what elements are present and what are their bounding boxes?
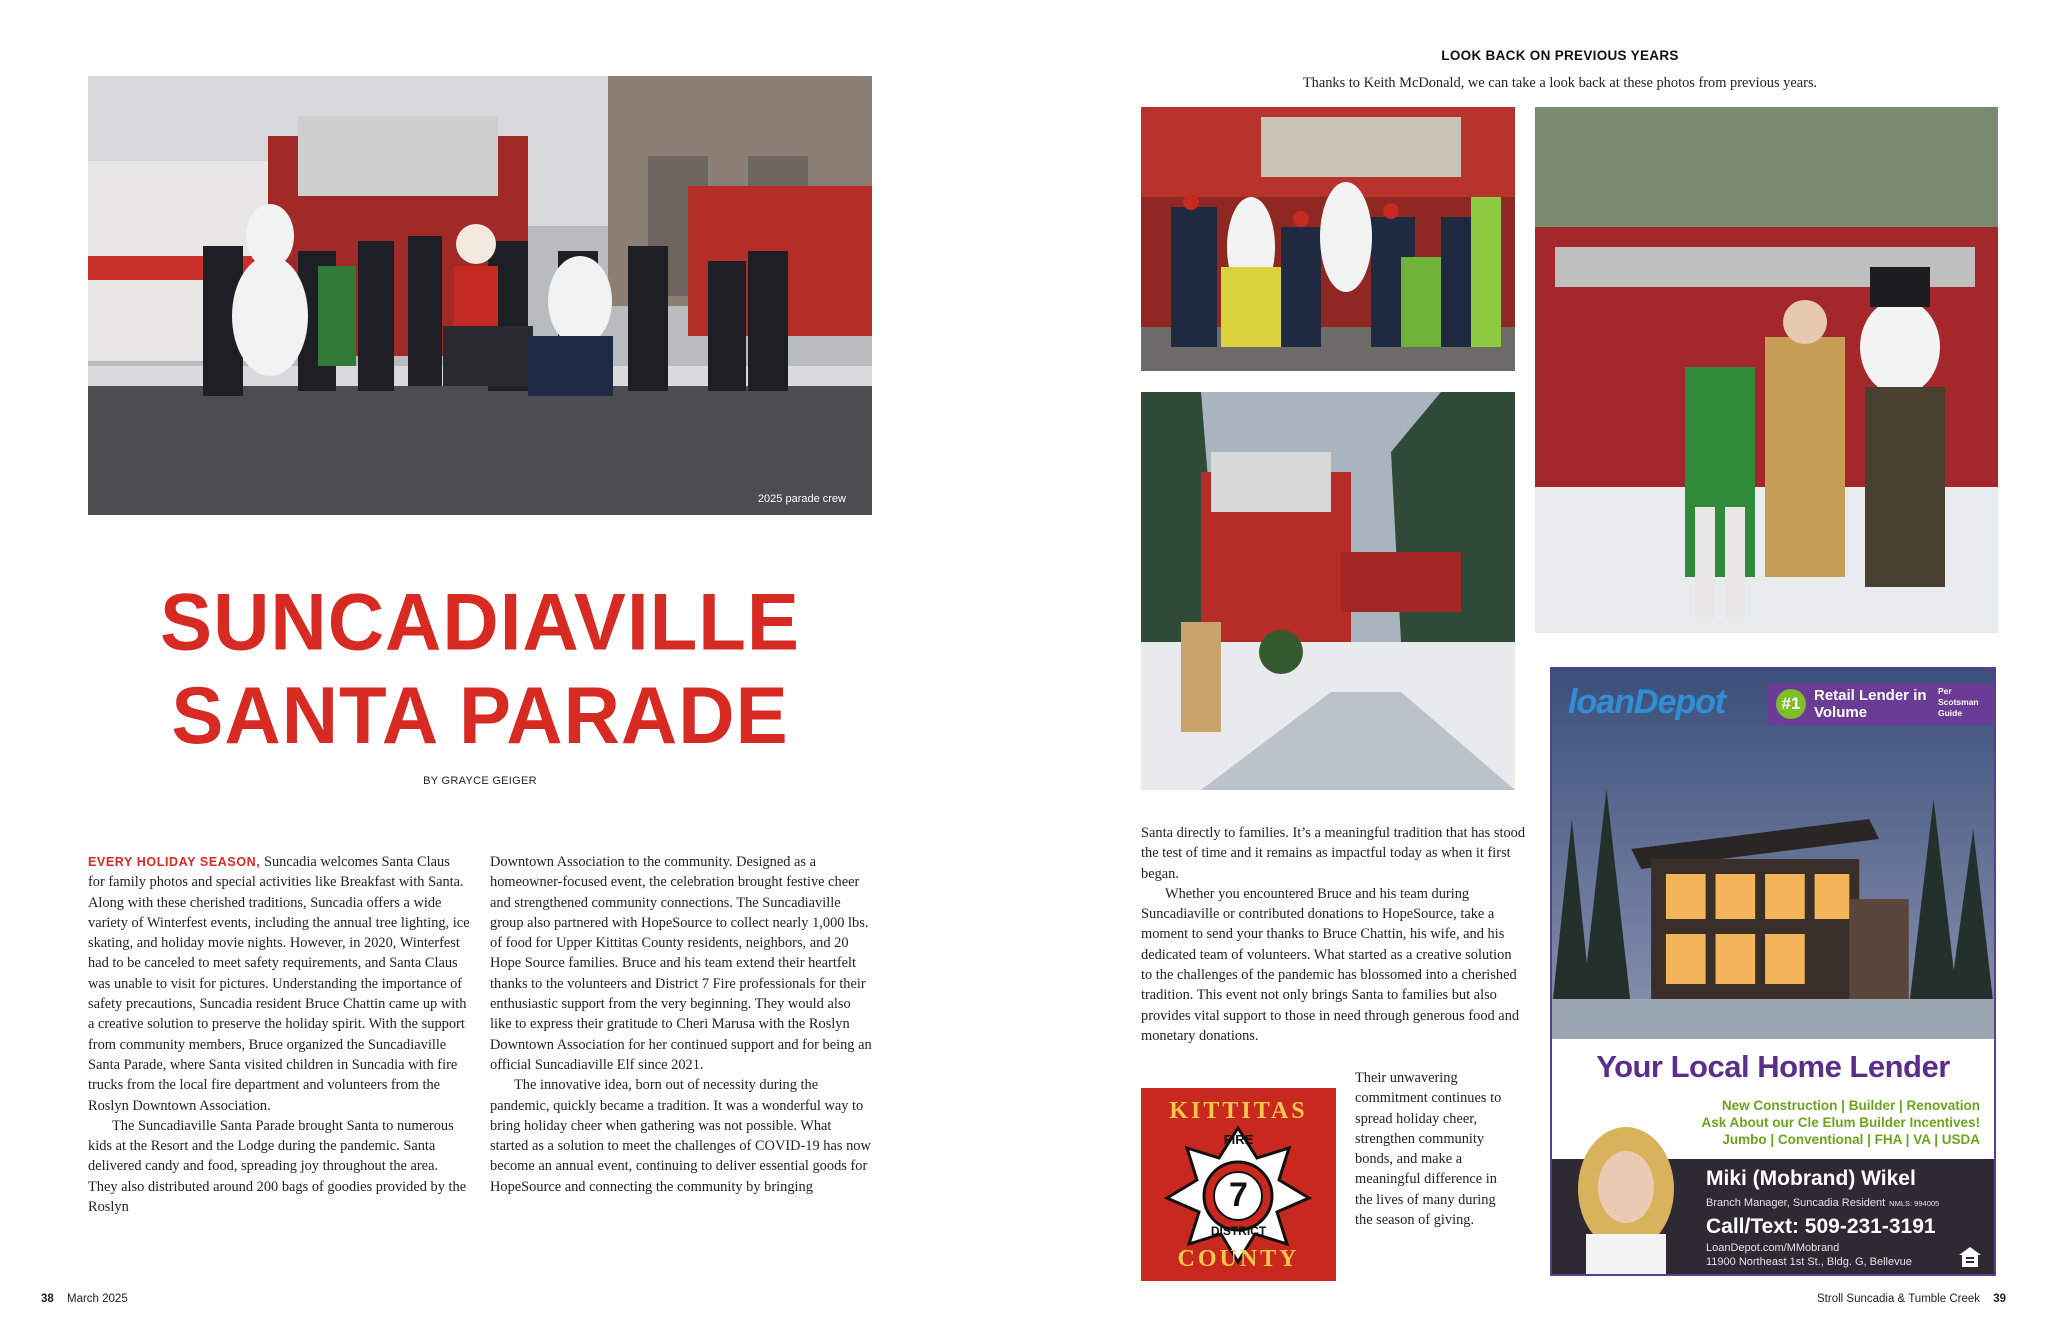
article-column-3-continued [1355,1068,1515,1230]
left-page-footer [41,1293,128,1305]
paragraph: Whether you encountered Bruce and his team during Suncadiaville or contributed donations to HopeSource, take a moment to send your thanks to Bruce Chattin, his wife, and his dedicated team of volunteers. What started as a creative solution to the challenges of the pandemic has blossomed into a cherished tradition. This event not only brings Santa to families but also provides vital support to those in need through generous food and monetary donations. [1141,885,1520,1044]
ad-service-lines [1701,1097,1980,1148]
badge-text: Retail Lender in Volume [1814,687,1927,721]
publication-name: Stroll Suncadia & Tumble Creek [1817,1293,1980,1305]
ad-url-address [1706,1241,1912,1269]
badge-source: Per Scotsman Guide [1938,686,1979,718]
equal-housing-icon [1958,1246,1982,1268]
section-title: LOOK BACK ON PREVIOUS YEARS [1441,48,1679,63]
logo-text-kittitas: KITTITAS [1169,1098,1308,1124]
logo-text-district: DISTRICT [1210,1224,1267,1238]
paragraph [88,852,470,1116]
phone-number[interactable]: Call/Text: 509-231-3191 [1706,1215,1936,1238]
nmls-number: NMLS: 994005 [1889,1199,1940,1208]
page-number-right: 39 [1993,1293,2006,1305]
page-number-left: 38 [41,1293,54,1305]
ad-house-image [1552,669,1994,1039]
photo-caption: 2025 parade crew [757,493,846,505]
article-column-2 [490,852,872,1197]
previous-years-photo-group [1141,107,1515,371]
article-column-1 [88,852,470,1217]
logo-number: 7 [1229,1176,1248,1214]
previous-years-photo-donations [1535,107,1998,633]
paragraph-text: Suncadia welcomes Santa Claus for family photos and special activities like Breakfast with Santa. Along with these cherished traditions, Suncadia offers a wide variety of Winterfest events, including the annual tree lighting, ice skating, and holiday movie nights. However, in 2020, Winterfest had to be canceled to meet safety requirements, and Santa Claus was unable to visit for pictures. Understanding the importance of safety precautions, Suncadia resident Bruce Chattin came up with a creative solution to preserve the holiday spirit. With the support from community members, Bruce organized the Suncadiaville Santa Parade, where Santa visited children in Suncadia with fire trucks from the local fire department and volunteers from the Roslyn Downtown Association. [88,854,470,1114]
ad-address: 11900 Northeast 1st St., Bldg. G, Bellevue [1706,1256,1912,1268]
headline-line-1: SUNCADIAVILLE [160,575,800,667]
ad-line-3: Jumbo | Conventional | FHA | VA | USDA [1722,1132,1980,1147]
ad-url[interactable]: LoanDepot.com/MMobrand [1706,1242,1840,1254]
ad-line-1: New Construction | Builder | Renovation [1721,1098,1980,1113]
loan-officer-role [1706,1197,1939,1209]
ad-line-2: Ask About our Cle Elum Builder Incentives! [1701,1115,1980,1130]
paragraph: The innovative idea, born out of necessity during the pandemic, quickly became a tradition. It was a wonderful way to bring holiday cheer when gathering was not possible. What started as a solution to meet the challenges of COVID-19 has now become an annual event, continuing to deliver essential goods for HopeSource and connecting the community by bringing [490,1077,871,1195]
logo-text-county: COUNTY [1177,1246,1300,1272]
paragraph: Their unwavering commitment continues to spread holiday cheer, strengthen community bonds, and make a meaningful difference in the lives of many during the season of giving. [1355,1070,1502,1229]
loandepot-advertisement[interactable] [1550,667,1996,1276]
paragraph: Santa directly to families. It’s a meaningful tradition that has stood the test of time and it remains as impactful today as when it first began. [1141,825,1526,882]
section-subtitle: Thanks to Keith McDonald, we can take a look back at these photos from previous years. [1302,75,1818,91]
main-photo-2025-parade-crew [88,76,872,515]
article-headline [88,574,872,761]
article-column-3 [1141,823,1526,1046]
loan-officer-name: Miki (Mobrand) Wikel [1706,1167,1916,1190]
retail-lender-badge [1768,683,1994,725]
logo-text-fire: FIRE [1223,1132,1254,1147]
paragraph: Downtown Association to the community. Designed as a homeowner-focused event, the celebration brought festive cheer and strengthened community connections. The Suncadiaville group also partnered with HopeSource to collect nearly 1,000 lbs. of food for Upper Kittitas County residents, neighbors, and 20 Hope Source families. Bruce and his team extend their heartfelt thanks to the volunteers and District 7 Fire professionals for their enthusiastic support from the very beginning. They would also like to express their gratitude to Cheri Marusa with the Roslyn Downtown Association for her continued support and for being an official Suncadiaville Elf since 2021. [490,854,872,1073]
loan-officer-portrait [1566,1119,1686,1276]
ad-info-panel [1552,1039,1994,1276]
role-text: Branch Manager, Suncadia Resident [1706,1197,1886,1209]
lead-in: EVERY HOLIDAY SEASON, [88,855,261,869]
paragraph: The Suncadiaville Santa Parade brought Santa to numerous kids at the Resort and the Lodge during the pandemic. Santa delivered candy and food, spreading joy throughout the area. They also distributed around 200 bags of goodies provided by the Roslyn [88,1117,467,1216]
byline: BY GRAYCE GEIGER [423,775,537,787]
ad-title: Your Local Home Lender [1596,1049,1950,1084]
fire-district-logo [1141,1088,1336,1281]
previous-years-photo-ladder-truck [1141,392,1515,790]
badge-number: #1 [1776,689,1806,719]
headline-line-2: SANTA PARADE [171,669,789,761]
right-page-footer [1817,1293,2006,1305]
loandepot-logo: loanDepot [1568,683,1726,721]
issue-date: March 2025 [67,1293,128,1305]
